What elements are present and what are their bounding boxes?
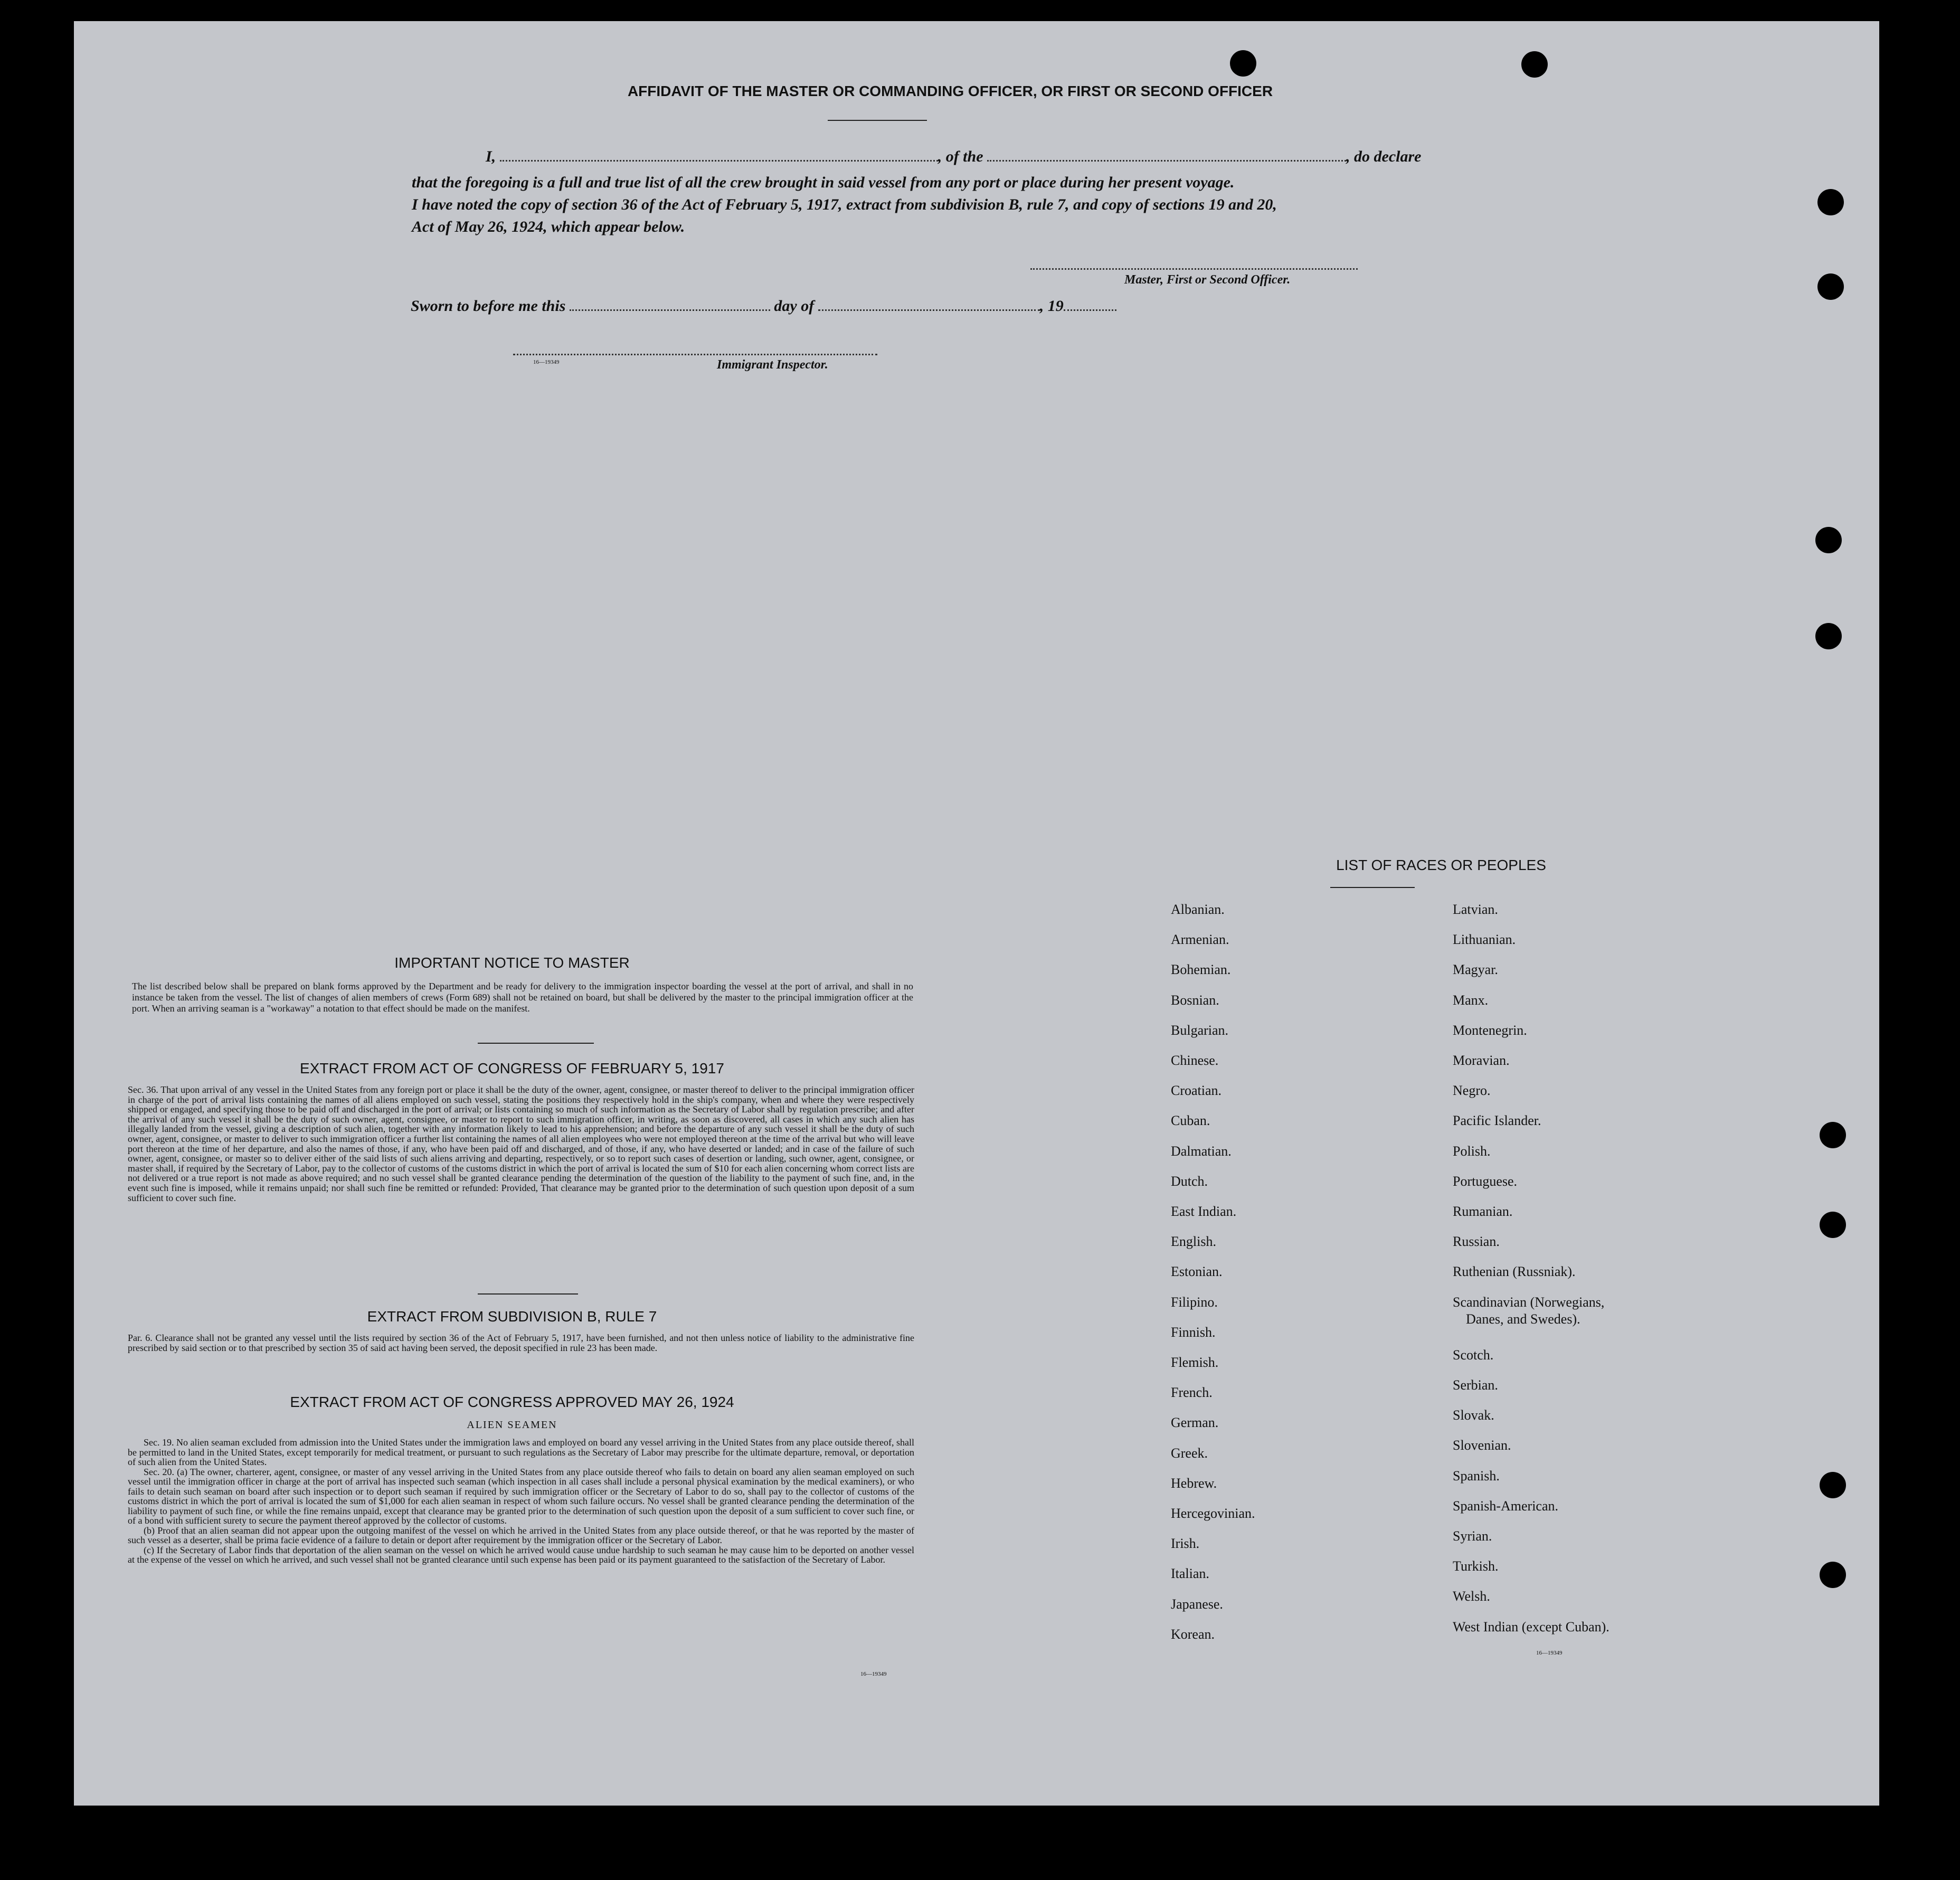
punch-hole — [1230, 50, 1256, 77]
race-item: Slovenian. — [1453, 1438, 1511, 1453]
rule-7-title: EXTRACT FROM SUBDIVISION B, RULE 7 — [367, 1308, 657, 1325]
vessel-blank[interactable] — [987, 160, 1346, 162]
name-blank[interactable] — [500, 160, 938, 162]
race-item: Syrian. — [1453, 1528, 1492, 1544]
race-item: Welsh. — [1453, 1589, 1490, 1604]
punch-hole — [1817, 273, 1844, 300]
form-page — [74, 21, 1879, 1806]
notice-text: The list described below shall be prepared on blank forms approved by the Department and be ready for delivery to the immigration inspector boarding the vessel at the port of arrival, and shall in no instance be taken from the vessel. The list of changes of alien members of crews (Form 689) shall not be retained on board, but shall be delivered by the master to the principal immigration officer at the port. When an arriving seaman is a "workaway" a notation to that effect should be made on the manifest. — [132, 981, 913, 1014]
label-of-the: , of the — [938, 148, 983, 165]
declaration-text — [412, 172, 1446, 238]
day-of-label: day of — [774, 297, 815, 315]
race-item: Spanish-American. — [1453, 1498, 1559, 1514]
punch-hole — [1817, 189, 1844, 215]
race-item: Albanian. — [1171, 902, 1225, 917]
race-item: Greek. — [1171, 1445, 1208, 1461]
sworn-label: Sworn to before me this — [411, 297, 566, 315]
label-do-declare: , do declare — [1346, 148, 1422, 165]
race-item: Bosnian. — [1171, 992, 1219, 1008]
punch-hole — [1820, 1122, 1846, 1148]
races-title: LIST OF RACES OR PEOPLES — [1336, 857, 1546, 873]
year-label: , 19 — [1039, 297, 1064, 315]
race-item: Irish. — [1171, 1536, 1200, 1552]
race-item: Magyar. — [1453, 962, 1498, 978]
notice-title: IMPORTANT NOTICE TO MASTER — [394, 955, 630, 971]
race-item: Bulgarian. — [1171, 1022, 1229, 1038]
race-item: Chinese. — [1171, 1053, 1219, 1068]
race-item: Polish. — [1453, 1143, 1491, 1159]
race-item: Lithuanian. — [1453, 932, 1516, 948]
punch-hole — [1815, 623, 1842, 649]
race-item: Dutch. — [1171, 1173, 1208, 1189]
section-rule — [478, 1293, 578, 1295]
race-item: Bohemian. — [1171, 962, 1231, 978]
section-19: Sec. 19. No alien seaman excluded from admission into the United States under the immigration laws and employed on board any vessel arriving in the United States from any place outside thereof, shall be permitted to land in the United States, except temporarily for medical treatment, or pursuant to such regulations as the Secretary of Labor may prescribe for the ultimate departure, removal, or deportation of such alien from the United States. — [128, 1437, 914, 1467]
declaration-line-4: Act of May 26, 1924, which appear below. — [412, 218, 685, 235]
race-item: Serbian. — [1453, 1377, 1498, 1393]
race-item: East Indian. — [1171, 1204, 1237, 1219]
extract-1917-text: Sec. 36. That upon arrival of any vessel in the United States from any foreign port or place it shall be the duty of the owner, agent, consignee, or master thereof to deliver to the principal immigration officer in charge of the port of arrival lists containing the names of all aliens employed on such vessel, stating the positions they respectively hold in the ship's company, when and where they were respectively shipped or engaged, and specifying those to be paid off and discharged in the port of arrival; or lists containing so much of such information as the Secretary of Labor shall by regulation prescribe; and after the arrival of any such vessel it shall be the duty of such owner, agent, consignee, or master to report to such immigration officer, in writing, as soon as discovered, all cases in which any such alien has illegally landed from the vessel, giving a description of such alien, together with any information likely to lead to his apprehension; and before the departure of any such vessel it shall be the duty of such owner, agent, consignee, or master to deliver to such immigration officer a further list containing the names of all alien employees who were not employed thereon at the time of the arrival but who will leave port thereon at the time of her departure, and also the names of those, if any, who have been paid off and discharged, and of those, if any, who have deserted or landed; and in case of the failure of such owner, agent, consignee, or master so to deliver either of the said lists of such aliens arriving and departing, respectively, or so to report such cases of desertion or landing, such owner, agent, consignee, or master shall, if required by the Secretary of Labor, pay to the collector of customs of the customs district in which the port of arrival is located the sum of $10 for each alien concerning whom correct lists are not delivered or a true report is not made as above required; and no such vessel shall be granted clearance pending the determination of the question of the liability to the payment of such fine, and, in the event such fine is imposed, while it remains unpaid; nor shall such fine be remitted or refunded: Provided, That clearance may be granted prior to the determination of such question upon deposit of a sum sufficient to cover such fine. — [128, 1084, 914, 1203]
race-item: Slovak. — [1453, 1407, 1494, 1423]
alien-seamen-subtitle: ALIEN SEAMEN — [467, 1419, 557, 1431]
race-item: Latvian. — [1453, 902, 1498, 917]
rule-7-text: Par. 6. Clearance shall not be granted any vessel until the lists required by section 36 of the Act of February 5, 1917, have been furnished, and not then unless notice of liability to the administrative fine prescribed by said section or to that prescribed by section 35 of said act having been served, the deposit specified in rule 23 has been made. — [128, 1333, 914, 1353]
section-20a: Sec. 20. (a) The owner, charterer, agent, consignee, or master of any vessel arriving in the United States from any place outside thereof who fails to detain on board any alien seaman employed on such vessel until the immigration officer in charge at the port of arrival has inspected such seaman (which inspection in all cases shall include a personal physical examination by the medical examiners), or who fails to detain such seaman on board after such inspection or to deport such seaman if required by such immigration officer or the Secretary of Labor to do so, shall pay to the collector of customs of the customs district in which the port of arrival is located the sum of $1,000 for each alien seaman in respect of whom such failure occurs. No vessel shall be granted clearance pending the determination of the liability to payment of such fine, or while the fine remains unpaid, except that clearance may be granted prior to the determination of such question upon the deposit of a sum sufficient to cover such fine, or of a bond with sufficient surety to secure the payment thereof approved by the collector of customs. — [128, 1466, 914, 1526]
race-item: Croatian. — [1171, 1083, 1222, 1099]
race-item: Negro. — [1453, 1083, 1491, 1099]
race-item: Spanish. — [1453, 1468, 1500, 1484]
form-number: 16—19349 — [860, 1671, 887, 1677]
race-item: Flemish. — [1171, 1355, 1219, 1370]
race-item: Estonian. — [1171, 1264, 1223, 1280]
master-label: Master, First or Second Officer. — [1124, 273, 1291, 287]
races-rule — [1330, 887, 1415, 888]
punch-hole — [1820, 1212, 1846, 1238]
month-blank[interactable] — [818, 309, 1040, 311]
race-item: Scotch. — [1453, 1347, 1494, 1363]
race-item: Pacific Islander. — [1453, 1113, 1541, 1129]
year-blank[interactable] — [1064, 309, 1116, 311]
race-item: French. — [1171, 1385, 1213, 1401]
declaration-line-1 — [412, 148, 1421, 166]
race-item: Cuban. — [1171, 1113, 1210, 1129]
race-item: Korean. — [1171, 1626, 1215, 1642]
race-item: Hercegovinian. — [1171, 1506, 1255, 1521]
race-item: Japanese. — [1171, 1596, 1223, 1612]
race-item: Portuguese. — [1453, 1173, 1518, 1189]
race-item: West Indian (except Cuban). — [1453, 1619, 1609, 1635]
section-rule — [478, 1043, 594, 1044]
race-item: Danes, and Swedes). — [1466, 1311, 1580, 1327]
section-20b: (b) Proof that an alien seaman did not appear upon the outgoing manifest of the vessel on which he arrived in the United States from any place outside thereof, or that he was reported by the master of such vessel as a deserter, shall be prima facie evidence of a failure to detain or deport after requirement by the immigration officer or the Secretary of Labor. — [128, 1525, 914, 1545]
race-item: German. — [1171, 1415, 1219, 1431]
race-item: English. — [1171, 1234, 1216, 1250]
race-item: Italian. — [1171, 1566, 1209, 1582]
race-item: Filipino. — [1171, 1294, 1218, 1310]
day-blank[interactable] — [570, 309, 770, 311]
declaration-line-2: that the foregoing is a full and true list of all the crew brought in said vessel from any port or place during her present voyage. — [412, 174, 1235, 191]
race-item: Russian. — [1453, 1234, 1500, 1250]
race-item: Rumanian. — [1453, 1204, 1513, 1219]
signature-blank-inspector[interactable] — [513, 354, 877, 355]
section-20c: (c) If the Secretary of Labor finds that deportation of the alien seaman on the vessel on which he arrived would cause undue hardship to such seaman he may cause him to be deported on another vessel at the expense of the vessel on which he arrived, and such vessel shall not be granted clearance until such expense has been paid or its payment guaranteed to the satisfaction of the Secretary of Labor. — [128, 1544, 914, 1565]
race-item: Ruthenian (Russniak). — [1453, 1264, 1576, 1280]
punch-hole — [1521, 51, 1548, 78]
form-number: 16—19349 — [533, 359, 560, 365]
race-item: Manx. — [1453, 992, 1489, 1008]
race-item: Moravian. — [1453, 1053, 1510, 1068]
title-rule — [828, 120, 927, 121]
punch-hole — [1815, 527, 1842, 553]
sworn-line — [411, 297, 1116, 315]
signature-blank-master[interactable] — [1030, 268, 1358, 270]
race-item: Hebrew. — [1171, 1475, 1217, 1491]
extract-1924-text — [128, 1438, 914, 1565]
race-item: Finnish. — [1171, 1324, 1216, 1340]
race-item: Dalmatian. — [1171, 1143, 1232, 1159]
form-number: 16—19349 — [1536, 1650, 1563, 1656]
race-item: Scandinavian (Norwegians, — [1453, 1294, 1605, 1310]
punch-hole — [1820, 1472, 1846, 1498]
extract-1924-title: EXTRACT FROM ACT OF CONGRESS APPROVED MAY 26, 1924 — [290, 1394, 734, 1410]
affidavit-title: AFFIDAVIT OF THE MASTER OR COMMANDING OFFICER, OR FIRST OR SECOND OFFICER — [627, 83, 1273, 99]
declaration-line-3: I have noted the copy of section 36 of the Act of February 5, 1917, extract from subdivision B, rule 7, and copy of sections 19 and 20, — [412, 196, 1277, 213]
punch-hole — [1820, 1562, 1846, 1588]
race-item: Turkish. — [1453, 1558, 1499, 1574]
race-item: Armenian. — [1171, 932, 1229, 948]
race-item: Montenegrin. — [1453, 1022, 1527, 1038]
extract-1917-title: EXTRACT FROM ACT OF CONGRESS OF FEBRUARY 5, 1917 — [300, 1060, 724, 1076]
label-i: I, — [486, 148, 496, 165]
inspector-label: Immigrant Inspector. — [717, 358, 828, 372]
